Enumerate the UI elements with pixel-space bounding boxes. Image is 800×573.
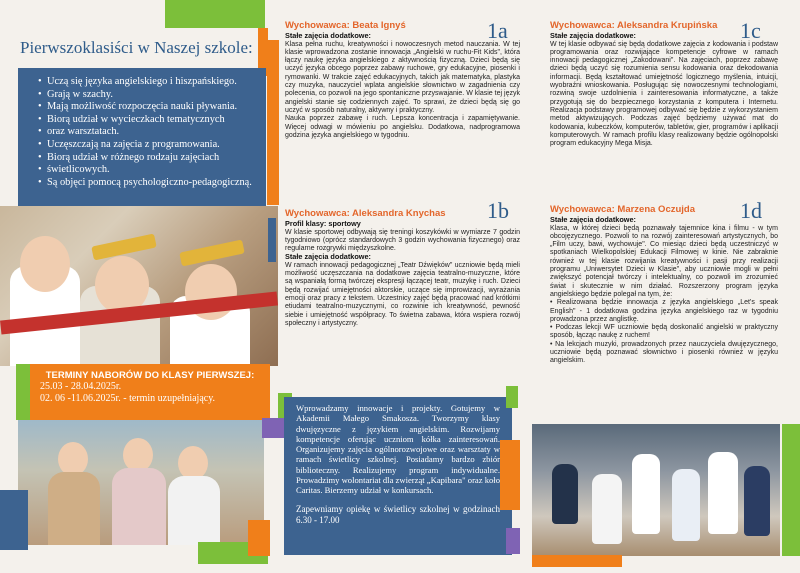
- decor-orange-block: [500, 440, 520, 510]
- section-title: Wychowawca: Beata Ignyś: [285, 20, 406, 31]
- recruitment-box: [30, 364, 270, 420]
- section-subtitle: Stałe zajęcia dodatkowe:: [285, 252, 371, 262]
- list-item: • Są objęci pomocą psychologiczno-pedagogiczną.: [38, 177, 256, 190]
- section-subtitle: Stałe zajęcia dodatkowe:: [550, 31, 636, 41]
- section-title: Wychowawca: Aleksandra Krupińska: [550, 20, 718, 31]
- school-info-text: Wprowadzamy innowacje i projekty. Gotujemy w Akademii Małego Smakosza. Tworzymy klasy dwujęzyczne z językiem angielskim. Rozwijamy kompetencje oferując uczniom kółka zainteresowań. Organizujemy zajęcia ogólnorozwojowe oraz warsztaty w ramach świetlicy szkolnej. Posiadamy bardzo zbiór biblioteczny. Realizujemy program indywidualne. Prowadzimy wolontariat dla zwierząt „Kapibara" oraz koło Caritas. Bierzemy udział w konkursach.: [296, 403, 500, 496]
- recruitment-date: 02. 06 -11.06.2025r. - termin uzupełniający.: [40, 393, 216, 404]
- school-hours-text: Zapewniamy opiekę w świetlicy szkolnej w godzinach 6.30 - 17.00: [296, 503, 500, 525]
- photo-player-figure: [552, 464, 578, 524]
- decor-orange-bar: [532, 555, 622, 567]
- photo-player-figure: [592, 474, 622, 544]
- photo-player-figure: [708, 452, 738, 534]
- list-item: • Uczęszczają na zajęcia z programowania.: [38, 139, 256, 152]
- list-item-continued: • oraz warsztatach.: [38, 126, 256, 139]
- section-text: Klasa, w której dzieci będą poznawały tajemnice kina i filmu - w tym obcojęzycznego. Pozwoli to na rozwój zainteresowań artystycznych, bo „Film uczy, bawi, wychowuje". Co miesiąc dzieci będą uczestniczyć w spotkaniach Wielkopolskiej Edukacji Filmowej w kinie. Nie zabraknie również w tej klasie rozwijania kreatywności i pasji przy realizacji programu „Uniwersytet Dzieci w Klasie", aby uczniowie mogli w pełni zwiększyć potencjał twórczy i intelektualny, co pozwoli im zrozumieć świat i skutecznie w nim działać. Rozszerzony program języka angielskiego będzie polegał na tym, że:: [550, 224, 778, 298]
- recruitment-date: 25.03 - 28.04.2025r.: [40, 381, 122, 392]
- section-title: Wychowawca: Aleksandra Knychas: [285, 208, 446, 219]
- decor-green-strip: [16, 364, 30, 420]
- list-item: • Grają w szachy.: [38, 89, 256, 102]
- photo-child-figure: [112, 468, 166, 545]
- photo-child-face: [20, 236, 70, 292]
- list-item: • Biorą udział w wycieczkach tematycznych: [38, 114, 256, 127]
- decor-green-block: [165, 0, 265, 28]
- section-bullet: • Na lekcjach muzyki, prowadzonych przez nauczyciela dwujęzycznego, uczniowie będą poznawać słownictwo i piosenki również w języku angielskim.: [550, 340, 778, 365]
- decor-blue-bar: [268, 218, 276, 262]
- list-item: • Uczą się języka angielskiego i hiszpańskiego.: [38, 76, 256, 89]
- photo-child-face: [178, 446, 208, 480]
- list-item: • Biorą udział w różnego rodzaju zajęciach: [38, 152, 256, 165]
- section-subtitle: Profil klasy: sportowy: [285, 219, 361, 229]
- decor-orange-bar: [267, 40, 279, 205]
- section-title: Wychowawca: Marzena Oczujda: [550, 204, 696, 215]
- photo-graduation-children: [0, 206, 278, 366]
- class-badge: 1b: [487, 198, 509, 223]
- decor-purple-block: [262, 418, 284, 438]
- section-bullet: • Podczas lekcji WF uczniowie będą doskonalić angielski w praktyczny sposób, łącząc naukę z ruchem!: [550, 324, 778, 340]
- decor-green-block: [506, 386, 518, 408]
- section-1a: [285, 22, 520, 140]
- section-text: Klasa pełna ruchu, kreatywności i nowoczesnych metod nauczania. W tej klasie wprowadzona zostanie innowacja „Angielski w ruchu-Fit Kids", która łączy naukę języka angielskiego z aktywnością fizyczną. Dzieci będą się uczyć języka obcego poprzez zabawy ruchowe, gry edukacyjne, piosenki i rymowanki. W trakcie zajęć edukacyjnych, takich jak matematyka, plastyka czy muzyka, nauczyciel wplata angielskie słownictwo w zagadnienia czy polecenia, co pozwoli na jego spontaniczne przyswajanie. W klasie tej język angielski stanie się codziennych zajęć. To sprawi, że dzieci będą się go uczyć w sposób naturalny, aktywny i praktyczny.: [285, 40, 520, 114]
- section-bullet: • Realizowana będzie innowacja z języka angielskiego „Let's speak English" - 1 dodatkowa godzina języka angielskiego raz w tygodniu prowadzona przez anglistkę.: [550, 299, 778, 323]
- decor-green-bar: [782, 424, 800, 556]
- section-text: Nauka poprzez zabawę i ruch. Lepsza koncentracja i zapamiętywanie. Więcej odwagi w mówieniu po angielsku. Dodatkowa, nadprogramowa godzina języka angielskiego w tygodniu.: [285, 115, 520, 139]
- school-info-box: [284, 397, 512, 555]
- section-text: W klasie sportowej odbywają się treningi koszykówki w wymiarze 7 godzin tygodniowo (oprócz standardowych 3 godzin wychowania fizycznego) oraz regularne rozgrywki międzyszkolne.: [285, 228, 520, 253]
- class-badge: 1c: [740, 18, 761, 43]
- section-text: W tej klasie odbywać się będą dodatkowe zajęcia z kodowania i podstaw programowania oraz rozwijające kompetencje cyfrowe w ramach innowacji pedagogicznej „Zakodowani". Na zajęciach, poprzez zabawę dzieci będą uczyć się rozumienia sensu kodowania oraz dekodowania informacji. Będą kształtować umiejętność logicznego myślenia, intuicji, wyobraźni wnioskowania. Posługując się nowoczesnymi technologiami, rozwiną swoje uzdolnienia i zainteresowania informatyczne, a także przygotują się do bezpiecznego korzystania z komputera i Internetu. Realizacja podstawy programowej odbywać się będzie z wykorzystaniem metod aktywizujących. Podczas zajęć będziemy używać mat do kodowania, kubeczków, komputerów, tabletów, gier, programów i aplikacji komputerowych. W ramach profilu klasy realizowany będzie ogólnopolski program edukacyjny Mega Misja.: [550, 40, 778, 148]
- photo-child-face: [58, 442, 88, 476]
- photo-player-figure: [744, 466, 770, 536]
- list-item-continued: • świetlicowych.: [38, 164, 256, 177]
- graduation-cap-icon: [179, 239, 245, 266]
- section-1b: [285, 210, 520, 328]
- page-title: Pierwszoklasiści w Naszej szkole:: [20, 38, 253, 57]
- section-text: W ramach innowacji pedagogicznej „Teatr Dźwięków" uczniowie będą mieli możliwość uczęszczania na dodatkowe zajęcia teatralno-muzyczne, które są wspaniałą formą twórczej ekspresji łączącej teatr, muzykę i ruch. Dzieci będą rozwijać umiejętności aktorskie, uczące się improwizacji, wyrażania emocji oraz pracy z tekstem. Uczestnicy zajęć będą pracować nad krótkimi etiudami teatralno-muzycznymi, co rozwinie ich kreatywność, pewność siebie i umiejętność współpracy. To świetna zabawa, która wspiera rozwój społeczny i artystyczny.: [285, 261, 520, 327]
- recruitment-title: TERMINY NABORÓW DO KLASY PIERWSZEJ:: [45, 370, 255, 381]
- class-badge: 1a: [487, 18, 508, 43]
- section-1d: [550, 206, 778, 366]
- intro-list: [38, 76, 256, 189]
- intro-box: [18, 68, 266, 206]
- section-subtitle: Stałe zajęcia dodatkowe:: [285, 31, 371, 41]
- photo-player-figure: [632, 454, 660, 534]
- photo-child-figure: [48, 472, 100, 545]
- photo-classroom-children: [18, 420, 264, 545]
- decor-orange-block: [248, 520, 270, 556]
- class-badge: 1d: [740, 198, 762, 223]
- photo-player-figure: [672, 469, 700, 541]
- photo-basketball-team: [532, 424, 780, 556]
- photo-child-figure: [168, 476, 220, 545]
- decor-blue-block: [0, 490, 28, 550]
- list-item: • Mają możliwość rozpoczęcia nauki pływania.: [38, 101, 256, 114]
- decor-purple-block: [506, 528, 520, 554]
- section-subtitle: Stałe zajęcia dodatkowe:: [550, 215, 636, 225]
- photo-child-face: [123, 438, 153, 472]
